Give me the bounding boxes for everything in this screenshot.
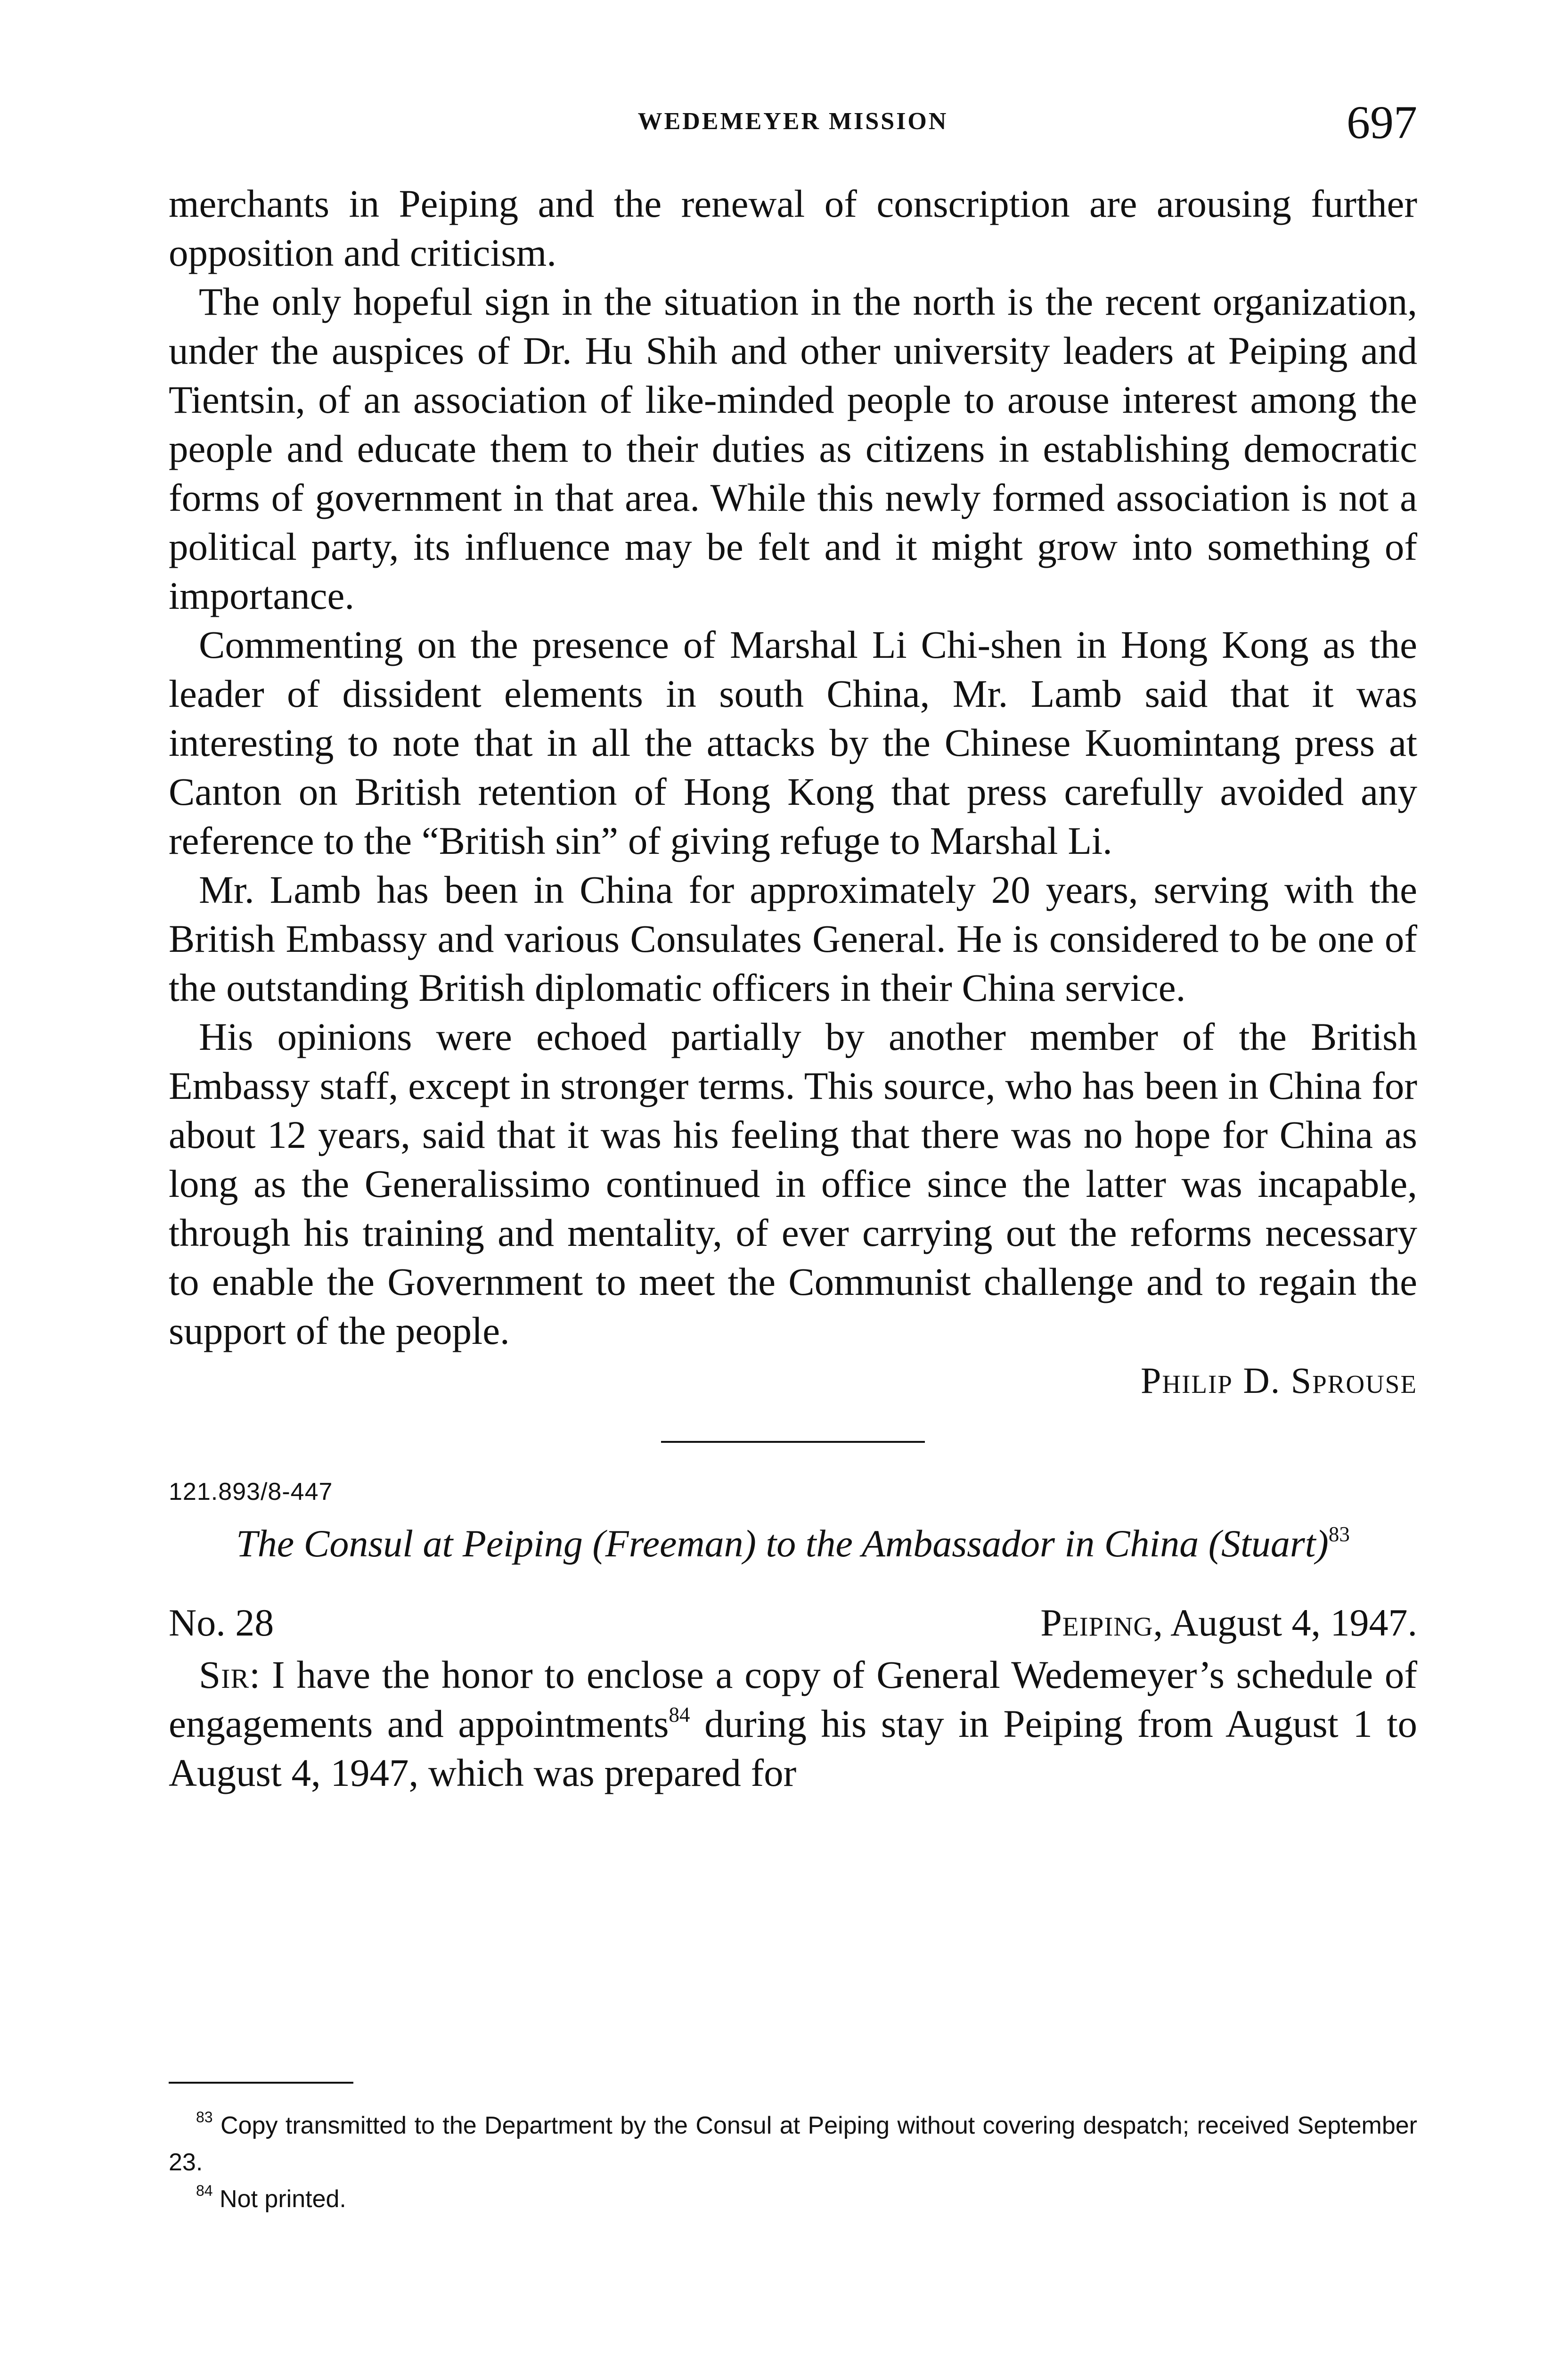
paragraph-3: Commenting on the presence of Marshal Li Chi-shen in Hong Kong as the leader of dissident elements in south China, Mr. Lamb said that it was interesting to note that in all the attacks by the Chinese Kuomintang press at Canton on British retention of Hong Kong that press carefully avoided any reference to the “British sin” of giving refuge to Marshal Li. bbox=[169, 623, 1417, 862]
page-header bbox=[169, 96, 1417, 155]
footnote-83 bbox=[169, 2107, 1417, 2181]
footnote-84-text: Not printed. bbox=[212, 2185, 346, 2213]
page-number: 697 bbox=[1347, 96, 1417, 148]
document-number: No. 28 bbox=[169, 1601, 274, 1644]
paragraph-5: His opinions were echoed partially by another member of the British Embassy staff, except in stronger terms. This source, who has been in China for about 12 years, said that it was his feeling that there was no hope for China as long as the Generalissimo continued in office since the latter was incapable, through his training and mentality, of ever carrying out the reforms necessary to enable the Government to meet the Communist challenge and to regain the support of the people. bbox=[169, 1015, 1417, 1352]
letter-footnote-marker: 84 bbox=[669, 1703, 690, 1726]
running-head: WEDEMEYER MISSION bbox=[637, 108, 948, 135]
footnote-83-marker: 83 bbox=[196, 2109, 213, 2126]
footnotes bbox=[169, 2082, 1417, 2217]
letter-text-1: : I have the honor to enclose a copy of General Wedemeyer’s schedule of engagements and appointments bbox=[169, 1653, 1417, 1745]
footnote-83-text: Copy transmitted to the Department by the Consul at Peiping without covering despatch; received September 23. bbox=[169, 2112, 1417, 2176]
salutation: Sir bbox=[199, 1653, 250, 1696]
footnote-84-marker: 84 bbox=[196, 2182, 213, 2199]
date: , August 4, 1947. bbox=[1153, 1601, 1417, 1644]
dateline bbox=[1040, 1598, 1417, 1647]
document-title bbox=[169, 1518, 1417, 1569]
letter-text-2: during his stay in Peiping from August 1 to August 4, 1947, which was prepared for bbox=[169, 1702, 1418, 1794]
footnote-84 bbox=[169, 2181, 1417, 2217]
footnote-rule bbox=[169, 2082, 353, 2084]
signature: Philip D. Sprouse bbox=[1140, 1360, 1417, 1401]
paragraph-2: The only hopeful sign in the situation in the north is the recent organization, under the auspices of Dr. Hu Shih and other university leaders at Peiping and Tientsin, of an association of like-minded people to arouse interest among the people and educate them to their duties as citizens in establishing democratic forms of government in that area. While this newly formed association is not a political party, its influence may be felt and it might grow into something of importance. bbox=[169, 280, 1417, 617]
letter-opening bbox=[169, 1650, 1417, 1797]
title-footnote-marker: 83 bbox=[1328, 1522, 1350, 1546]
letter-meta bbox=[169, 1598, 1417, 1647]
paragraph-4: Mr. Lamb has been in China for approximately 20 years, serving with the British Embassy and various Consulates General. He is considered to be one of the outstanding British diplomatic officers in their China service. bbox=[169, 868, 1417, 1009]
document-title-text: The Consul at Peiping (Freeman) to the Ambassador in China (Stuart) bbox=[236, 1522, 1329, 1565]
file-number: 121.893/8-447 bbox=[169, 1478, 333, 1505]
place: Peiping bbox=[1040, 1601, 1153, 1644]
main-text bbox=[169, 179, 1417, 1797]
section-divider bbox=[661, 1441, 925, 1443]
paragraph-1: merchants in Peiping and the renewal of conscription are arousing further opposition and criticism. bbox=[169, 182, 1417, 274]
